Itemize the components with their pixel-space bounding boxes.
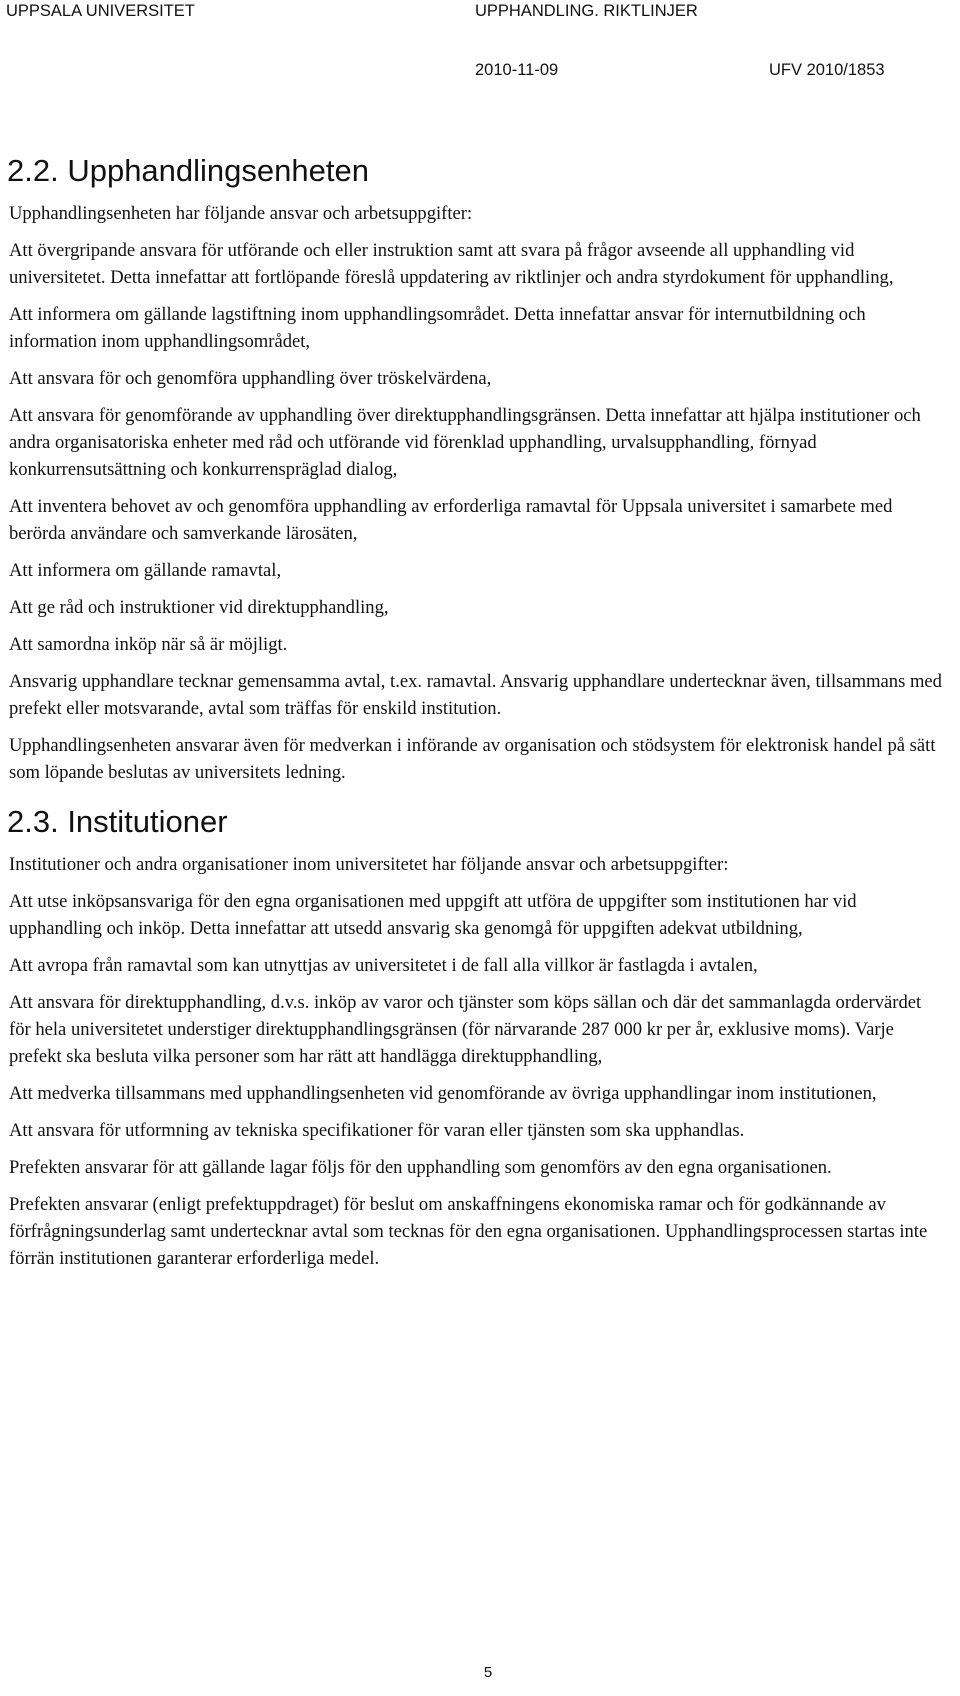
header-document-type: UPPHANDLING. RIKTLINJER (475, 2, 698, 20)
paragraph: Att ansvara för direktupphandling, d.v.s. inköp av varor och tjänster som köps sällan och där det sammanlagda ordervärdet för hela universitetet understiger direktupphandlingsgränsen (för närvarande 287 000 kr per år, exklusive moms). Varje prefekt ska besluta vilka personer som har rätt att handlägga direktupphandling, (9, 992, 922, 1067)
paragraph: Ansvarig upphandlare tecknar gemensamma avtal, t.ex. ramavtal. Ansvarig upphandlare undertecknar även, tillsammans med prefekt eller motsvarande, avtal som träffas för enskild institution. (9, 671, 942, 719)
paragraph: Prefekten ansvarar (enligt prefektuppdraget) för beslut om anskaffningens ekonomiska ramar och för godkännande av förfrågningsunderlag samt undertecknar avtal som tecknas för den egna organisationen. Upphandlingsprocessen startas inte förrän institutionen garanterar erforderliga medel. (9, 1194, 928, 1269)
header-organization: UPPSALA UNIVERSITET (6, 2, 195, 20)
header-reference: UFV 2010/1853 (769, 61, 885, 79)
page-footer (0, 1664, 960, 1681)
paragraph: Prefekten ansvarar för att gällande lagar följs för den upphandling som genomförs av den egna organisationen. (9, 1157, 832, 1178)
paragraph: Att ge råd och instruktioner vid direktupphandling, (9, 597, 389, 618)
section-heading-upphandlingsenheten: 2.2. Upphandlingsenheten (7, 153, 369, 188)
document-body (9, 152, 944, 1282)
paragraph: Att informera om gällande lagstiftning inom upphandlingsområdet. Detta innefattar ansvar för internutbildning och information inom upphandlingsområdet, (9, 304, 866, 352)
paragraph: Att ansvara för genomförande av upphandling över direktupphandlingsgränsen. Detta innefattar att hjälpa institutioner och andra organisatoriska enheter med råd och utförande vid förenklad upphandling, urvalsupphandling, förnyad konkurrensutsättning och konkurrenspräglad dialog, (9, 405, 921, 480)
paragraph: Att informera om gällande ramavtal, (9, 560, 282, 581)
paragraph: Institutioner och andra organisationer inom universitetet har följande ansvar och arbetsuppgifter: (9, 854, 729, 875)
header-date: 2010-11-09 (475, 61, 559, 79)
section-heading-institutioner: 2.3. Institutioner (7, 804, 228, 839)
paragraph: Att utse inköpsansvariga för den egna organisationen med uppgift att utföra de uppgifter som institutionen har vid upphandling och inköp. Detta innefattar att utsedd ansvarig ska genomgå för uppgiften adekvat utbildning, (9, 891, 857, 939)
paragraph: Att övergripande ansvara för utförande och eller instruktion samt att svara på frågor avseende all upphandling vid universitetet. Detta innefattar att fortlöpande föreslå uppdatering av riktlinjer och andra styrdokument för upphandling, (9, 240, 894, 288)
paragraph: Upphandlingsenheten ansvarar även för medverkan i införande av organisation och stödsystem för elektronisk handel på sätt som löpande beslutas av universitets ledning. (9, 735, 936, 783)
paragraph: Upphandlingsenheten har följande ansvar och arbetsuppgifter: (9, 203, 473, 224)
page-header (0, 0, 960, 90)
paragraph: Att ansvara för utformning av tekniska specifikationer för varan eller tjänsten som ska upphandlas. (9, 1120, 745, 1141)
paragraph: Att samordna inköp när så är möjligt. (9, 634, 288, 655)
page-number: 5 (483, 1664, 493, 1681)
paragraph: Att avropa från ramavtal som kan utnyttjas av universitetet i de fall alla villkor är fastlagda i avtalen, (9, 955, 758, 976)
paragraph: Att ansvara för och genomföra upphandling över tröskelvärdena, (9, 368, 492, 389)
paragraph: Att medverka tillsammans med upphandlingsenheten vid genomförande av övriga upphandlingar inom institutionen, (9, 1083, 877, 1104)
paragraph: Att inventera behovet av och genomföra upphandling av erforderliga ramavtal för Uppsala universitet i samarbete med berörda användare och samverkande lärosäten, (9, 496, 893, 544)
